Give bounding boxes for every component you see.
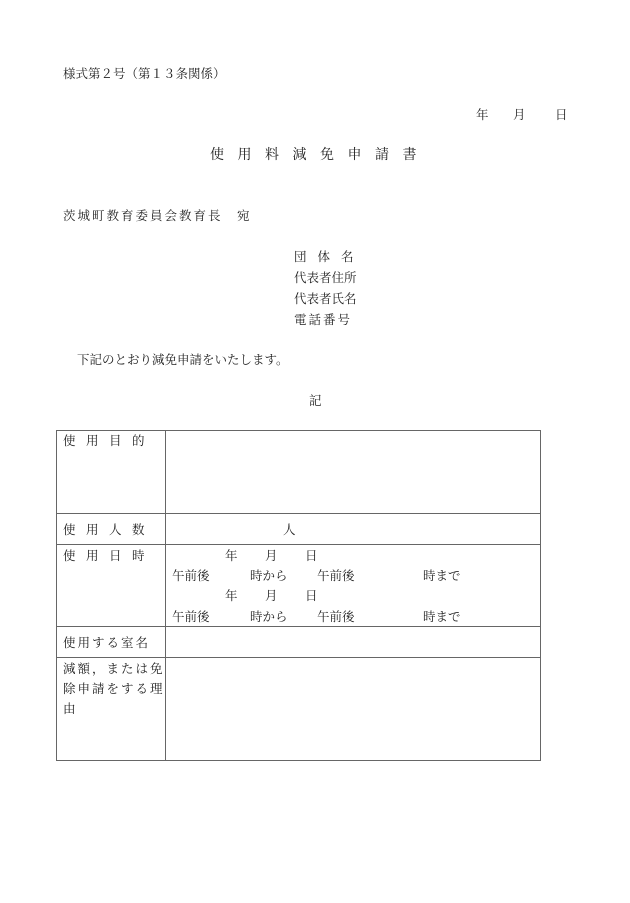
form-number: 様式第２号（第１３条関係） [63,66,226,81]
datetime-label: 使用日時 [63,548,156,563]
datetime-from-1: 時から [250,568,288,583]
datetime-day-1: 日 [305,548,318,563]
date-year-label: 年 [476,107,489,122]
applicant-phone-label: 電話番号 [294,312,353,327]
ki-heading: 記 [309,393,322,408]
statement: 下記のとおり減免申請をいたします。 [77,352,289,367]
date-month-label: 月 [513,107,526,122]
datetime-day-2: 日 [305,588,318,603]
purpose-field[interactable] [167,432,539,512]
applicant-address-label: 代表者住所 [294,270,357,285]
datetime-month-1: 月 [265,548,278,563]
addressee: 茨城町教育委員会教育長 宛 [63,208,252,223]
datetime-ampm-end-2: 午前後 [317,609,355,624]
reason-label-line-3: 由 [63,701,76,716]
room-name-label: 使用する室名 [63,635,151,650]
column-divider [165,431,166,760]
reason-label-line-1: 減額，または免 [63,661,165,676]
datetime-ampm-start-2: 午前後 [172,609,210,624]
datetime-ampm-end-1: 午前後 [317,568,355,583]
people-unit: 人 [283,522,296,537]
row-divider [57,626,540,627]
purpose-label: 使用目的 [63,433,156,448]
datetime-ampm-start-1: 午前後 [172,568,210,583]
date-day-label: 日 [555,107,568,122]
datetime-until-1: 時まで [423,568,461,583]
row-divider [57,544,540,545]
datetime-from-2: 時から [250,609,288,624]
reason-label-line-2: 除申請をする理 [63,681,165,696]
row-divider [57,513,540,514]
row-divider [57,657,540,658]
room-name-field[interactable] [167,628,539,656]
reason-field[interactable] [167,659,539,759]
datetime-month-2: 月 [265,588,278,603]
people-count-label: 使用人数 [63,522,156,537]
datetime-until-2: 時まで [423,609,461,624]
datetime-year-1: 年 [225,548,238,563]
applicant-representative-label: 代表者氏名 [294,291,357,306]
application-table [56,430,541,761]
datetime-year-2: 年 [225,588,238,603]
applicant-group-name-label: 団体名 [294,249,365,264]
page-title: 使用料減免申請書 [210,147,430,163]
